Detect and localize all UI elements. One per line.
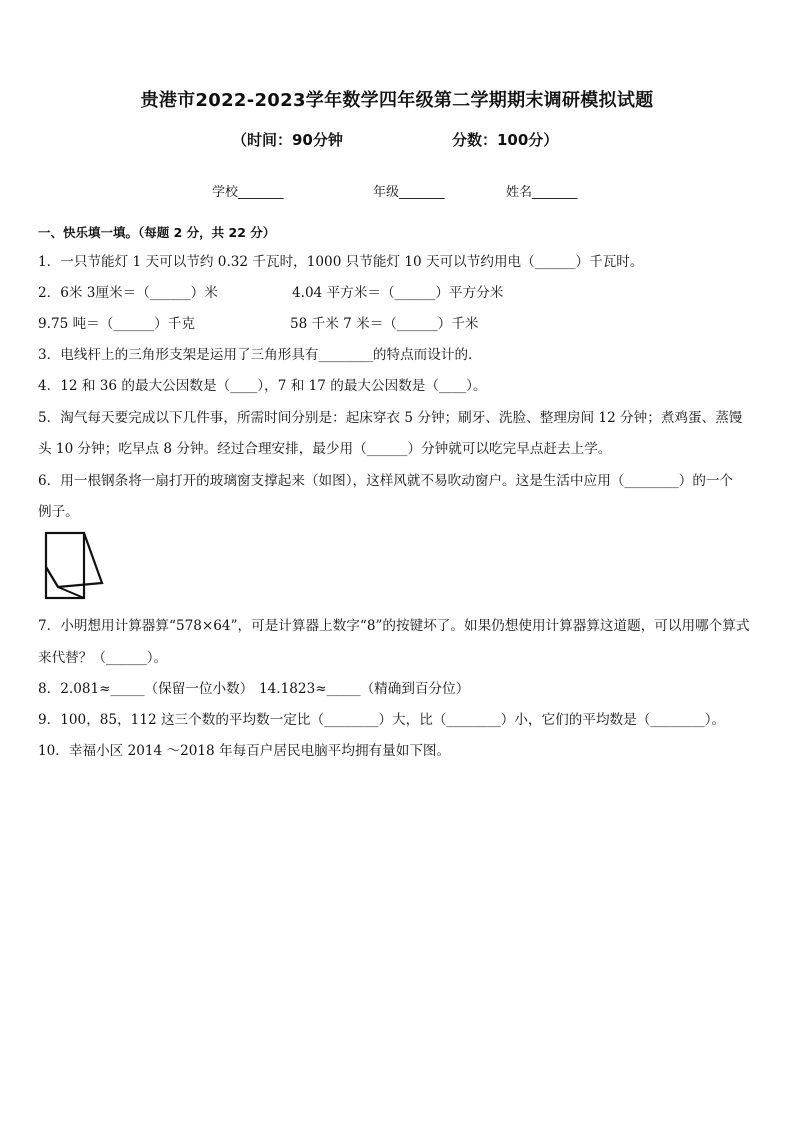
question-5-line1: 5．淘气每天要完成以下几件事，所需时间分别是：起床穿衣 5 分钟；刷牙、洗脸、整理房间 12 分钟；煮鸡蛋、蒸馒 xyxy=(38,410,743,426)
school-field: 学校_______ xyxy=(212,185,284,200)
question-1: 1．一只节能灯 1 天可以节约 0.32 千瓦时，1000 只节能灯 10 天可以节约用电（______）千瓦时。 xyxy=(38,254,644,270)
question-8b: 14.1823≈_____（精确到百分位） xyxy=(259,681,470,697)
exam-title: 贵港市2022-2023学年数学四年级第二学期期末调研模拟试题 xyxy=(140,90,654,111)
question-10: 10．幸福小区 2014 ～2018 年每百户居民电脑平均拥有量如下图。 xyxy=(38,743,451,759)
question-2c: 9.75 吨＝（______）千克 xyxy=(38,316,195,332)
question-5-line2: 头 10 分钟；吃早点 8 分钟。经过合理安排，最少用（______）分钟就可以吃完早点赶去上学。 xyxy=(38,441,612,457)
section-heading: 一、快乐填一填。（每题 2 分，共 22 分） xyxy=(38,225,276,240)
question-6-line2: 例子。 xyxy=(38,504,79,520)
window-figure xyxy=(44,531,106,601)
question-7-line1: 7．小明想用计算器算“578×64”，可是计算器上数字“8”的按键坏了。如果仍想使用计算器算这道题，可以用哪个算式 xyxy=(38,618,750,634)
question-3: 3．电线杆上的三角形支架是运用了三角形具有________的特点而设计的． xyxy=(38,347,482,363)
question-6-line1: 6．用一根钢条将一扇打开的玻璃窗支撑起来（如图），这样风就不易吹动窗户。这是生活中应用（________）的一个 xyxy=(38,473,734,489)
grade-field: 年级_______ xyxy=(373,185,445,200)
question-2d: 58 千米 7 米＝（______）千米 xyxy=(290,316,479,332)
question-8a: 8．2.081≈_____（保留一位小数） xyxy=(38,681,254,697)
question-7-line2: 来代替？（______）。 xyxy=(38,650,168,666)
exam-time: （时间：90分钟 xyxy=(232,131,343,149)
name-field: 姓名_______ xyxy=(506,185,578,200)
question-2a: 2．6米 3厘米＝（______）米 xyxy=(38,285,218,301)
question-4: 4．12 和 36 的最大公因数是（____），7 和 17 的最大公因数是（____）。 xyxy=(38,378,487,394)
question-2b: 4.04 平方米＝（______）平方分米 xyxy=(292,285,504,301)
exam-score: 分数：100分） xyxy=(452,131,559,149)
question-9: 9．100，85，112 这三个数的平均数一定比（________）大，比（________）小，它们的平均数是（________）。 xyxy=(38,712,726,728)
